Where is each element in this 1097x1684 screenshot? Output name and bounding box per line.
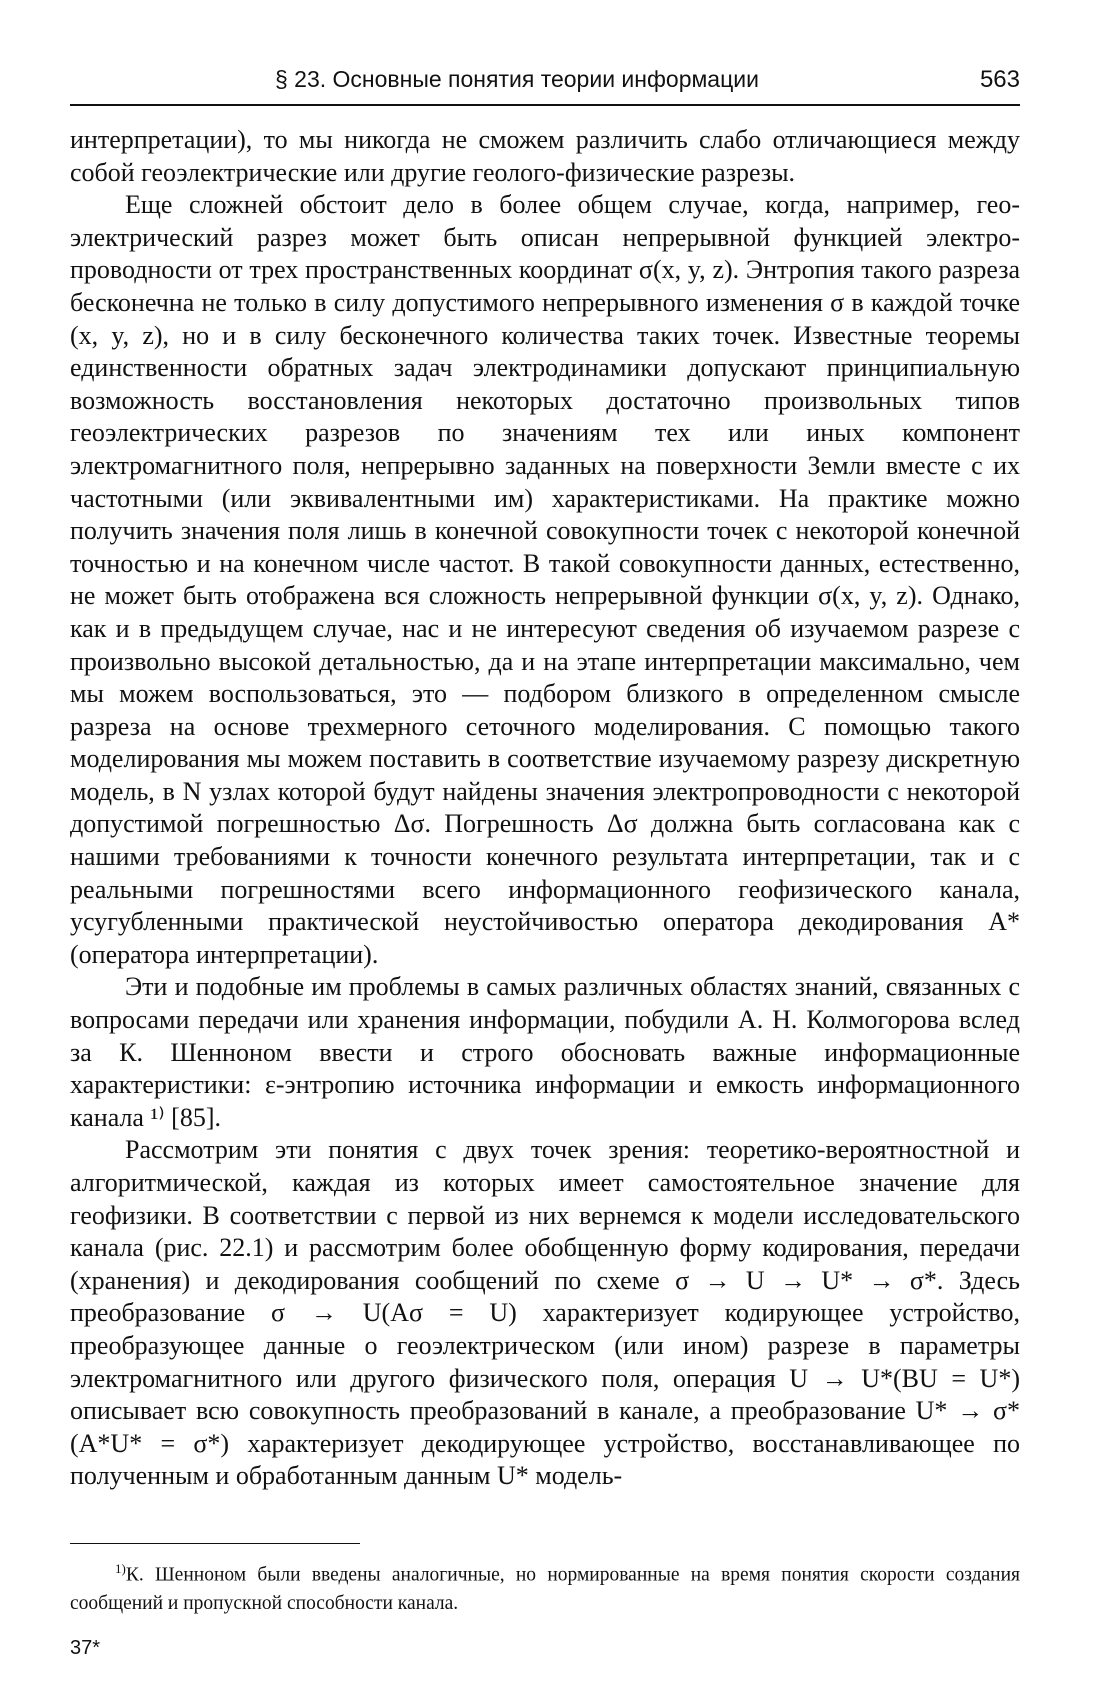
running-header bbox=[70, 56, 1020, 106]
paragraph: Эти и подобные им проблемы в самых различных областях знаний, связанных с вопросами передачи или хранения информации, побудили А. Н. Колмогорова вслед за К. Шенноном ввести и строго обосновать важные информационные характеристики: ε-энтропию источника информации и емкость информационного канала ¹⁾ [85]. bbox=[70, 972, 1020, 1132]
footnote bbox=[70, 1555, 1020, 1618]
footnote-text: К. Шенноном были введены аналогичные, но нормированные на время понятия скорости создания сообщений и пропускной способности канала. bbox=[70, 1564, 1020, 1614]
footnote-divider bbox=[70, 1543, 360, 1544]
main-text bbox=[70, 124, 1020, 1493]
paragraph: Рассмотрим эти понятия с двух точек зрения: теоретико-вероятностной и алгоритмической, каждая из которых имеет самостоятельное значение для геофизики. В соответствии с первой из них вернемся к модели исследовательского канала (рис. 22.1) и рассмотрим более обобщенную форму кодирования, передачи (хранения) и декодирования сообщений по схеме σ → U → U* → σ*. Здесь преобразование σ → U(Aσ = U) характеризует кодирующее устройство, преобразующее данные о геоэлектрическом (или ином) разрезе в параметры электромагнитного или другого физического поля, операция U → U*(BU = U*) описывает всю совокупность преобразований в канале, а преобразование U* → σ* (A*U* = σ*) характеризует декодирующее устройство, восстанавливающее по полученным и обработанным данным U* модель- bbox=[70, 1135, 1020, 1491]
page-number: 563 bbox=[979, 66, 1020, 93]
printer-signature: 37* bbox=[70, 1637, 101, 1659]
paragraph: Еще сложней обстоит дело в более общем случае, когда, например, геоэлектрический разрез может быть описан непрерывной функцией электропроводности от трех пространственных координат σ(x, y, z). Энтропия такого разреза бесконечна не только в силу допустимого непрерывного изменения σ в каждой точке (x, y, z), но и в силу бесконечного количества таких точек. Известные теоремы единственности обратных задач электродинамики допускают принципиальную возможность восстановления некоторых достаточно произвольных типов геоэлектрических разрезов по значениям тех или иных компонент электромагнитного поля, непрерывно заданных на поверхности Земли вместе с их частотными (или эквивалентными им) характеристиками. На практике можно получить значения поля лишь в конечной совокупности точек с некоторой конечной точностью и на конечном числе частот. В такой совокупности данных, естественно, не может быть отображена вся сложность непрерывной функции σ(x, y, z). Однако, как и в предыдущем случае, нас и не интересуют сведения об изучаемом разрезе с произвольно высокой детальностью, да и на этапе интерпретации максимально, чем мы можем воспользоваться, это — подбором близкого в определенном смысле разреза на основе трехмерного сеточного моделирования. С помощью такого моделирования мы можем поставить в соответствие изучаемому разрезу дискретную модель, в N узлах которой будут найдены значения электропроводности с некоторой допустимой погрешностью Δσ. Погрешность Δσ должна быть согласована как с нашими требованиями к точности конечного результата интерпретации, так и с реальными погрешностями всего информационного геофизического канала, усугубленными практической неустойчивостью оператора декодирования A* (оператора интерпретации). bbox=[70, 190, 1021, 969]
footnote-marker: 1) bbox=[115, 1561, 126, 1576]
section-title: § 23. Основные понятия теории информации bbox=[275, 66, 759, 92]
paragraph-continuation: интерпретации), то мы никогда не сможем различить слабо отличающиеся между собой геоэлектрические или другие геолого-физические разрезы. bbox=[70, 125, 1020, 187]
